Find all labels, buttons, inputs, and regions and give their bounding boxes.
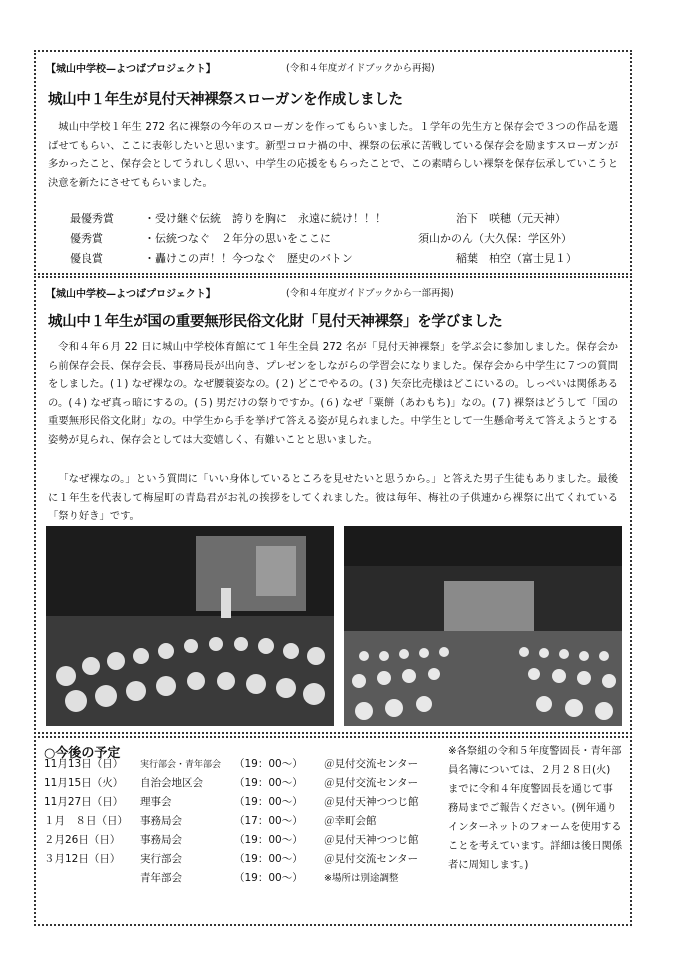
schedule-heading: ○今後の予定 [44, 746, 121, 761]
schedule-event: 事務局会 [140, 834, 182, 846]
gym-photo-audience [344, 526, 622, 726]
award-slogan: ・伝統つなぐ ２年分の思いをここに [144, 232, 331, 245]
award-winner: 稲葉 柏空（富士見１） [456, 252, 577, 265]
schedule-time: （19：00～） [234, 834, 303, 846]
section-body: 令和４年６月 22 日に城山中学校体育館にて１年生全員 272 名が「見付天神裸祭」を学ぶ会に参加しました。保存会から前保存会長、保存会長、事務局長が出向き、プレゼンをしながらの学習会になりました。保存会から中学生に７つの質問をしました。(１) なぜ裸なの。なぜ腰蓑姿なの。(２) どこでやるの。(３) 矢奈比売様はどこにいるの。しっぺいは関係あるの。(４) なぜ真っ暗にするの。(５) 男だけの祭りですか。(６) なぜ「粟餅（あわもち)」なの。(７) 裸祭はどうして「国の重要無形民俗文化財」なの。中学生から手を挙げて答える姿が見られました。中学生として一生懸命考えて答えようとする姿勢が見られ、保存会としては大変嬉しく、有難いことと思いました。 [48, 341, 618, 446]
schedule-event: 事務局会 [140, 815, 182, 827]
schedule-row [44, 813, 377, 830]
schedule-date: １月 ８日（日） [44, 815, 128, 827]
schedule-date: 11月13日（日） [44, 758, 124, 770]
schedule-place: ＠見付交流センター [324, 853, 419, 865]
schedule-row [44, 851, 418, 868]
schedule-time: （19：00～） [234, 796, 303, 808]
schedule-time: （19：00～） [234, 853, 303, 865]
gym-photo-audience-image [344, 526, 622, 726]
award-rank: 優良賞 [70, 252, 103, 265]
source-note: (令和４年度ガイドブックから再掲) [286, 63, 435, 74]
award-rank: 優秀賞 [70, 232, 103, 245]
award-winner: 須山かのん（大久保：学区外） [418, 232, 572, 245]
schedule-place: ＠見付交流センター [324, 777, 419, 789]
schedule-time: （19：00～） [234, 777, 303, 789]
gym-photo-presentation [46, 526, 334, 726]
award-slogan: ・受け継ぐ伝統 誇りを胸に 永遠に続け！！！ [144, 212, 386, 225]
source-note: (令和４年度ガイドブックから一部再掲) [286, 288, 454, 299]
schedule-place: ＠幸町会館 [324, 815, 377, 827]
schedule-date: ３月12日（日） [44, 853, 121, 865]
award-slogan: ・轟けこの声！！今つなぐ 歴史のバトン [144, 252, 353, 265]
schedule-event: 実行部会 [140, 853, 182, 865]
schedule-event: 自治会地区会 [140, 777, 203, 789]
schedule-date: 11月27日（日） [44, 796, 124, 808]
schedule-event: 理事会 [140, 796, 172, 808]
section-body: 城山中学校１年生 272 名に裸祭の今年のスローガンを作ってもらいました。１学年の先生方と保存会で３つの作品を選ばせてもらい、ここに表彰したいと思います。新型コロナ禍の中、裸祭の伝承に苦戦している保存会を励ますスローガンが多かったこと、保存会としてうれしく思い、中学生の応援をもらったことで、この素晴らしい裸祭を保存伝承していこうと決意を新たにさせてもらいました。 [48, 121, 618, 189]
schedule-row [44, 870, 398, 887]
section-tag: 【城山中学校—よつばプロジェクト】 [46, 64, 216, 75]
schedule-time: （19：00～） [234, 872, 303, 884]
schedule-time: （17：00～） [234, 815, 303, 827]
schedule-event: 実行部会・青年部会 [140, 760, 222, 770]
schedule-date: ２月26日（日） [44, 834, 121, 846]
section-title: 城山中１年生が国の重要無形民俗文化財「見付天神裸祭」を学びました [48, 314, 503, 330]
award-rank: 最優秀賞 [70, 212, 114, 225]
schedule-row [44, 756, 418, 773]
section-tag: 【城山中学校—よつばプロジェクト】 [46, 289, 216, 300]
schedule-place: ※場所は別途調整 [324, 873, 399, 884]
study-section [34, 276, 632, 734]
schedule-place: ＠見付天神つつじ館 [324, 796, 419, 808]
award-winner: 治下 咲穂（元天神） [456, 212, 566, 225]
section-body-2: 「なぜ裸なの。」という質問に「いい身体しているところを見せたいと思うから。」と答えた男子生徒もありました。最後に１年生を代表して梅屋町の青島君がお礼の挨拶をしてくれました。彼は毎年、梅社の子供連から裸祭に出てくれている「祭り好き」です。 [48, 473, 618, 523]
roster-note: ※各祭組の令和５年度警固長・青年部員名簿については、２月２８日(火) までに令和４年度警固長を通じて事務局までご報告ください。(例年通りインターネットのフォームを使用することを考えています。詳細は後日関係者に周知します。) [448, 745, 623, 871]
schedule-event: 青年部会 [140, 872, 182, 884]
schedule-place: ＠見付交流センター [324, 758, 419, 770]
schedule-row [44, 794, 419, 811]
section-title: 城山中１年生が見付天神裸祭スローガンを作成しました [48, 92, 403, 108]
slogan-section [34, 50, 632, 275]
schedule-time: （19：00～） [234, 758, 303, 770]
schedule-row [44, 775, 418, 792]
schedule-place: ＠見付天神つつじ館 [324, 834, 419, 846]
schedule-date: 11月15日（火） [44, 777, 124, 789]
gym-photo-presentation-image [46, 526, 334, 726]
schedule-row [44, 832, 419, 849]
